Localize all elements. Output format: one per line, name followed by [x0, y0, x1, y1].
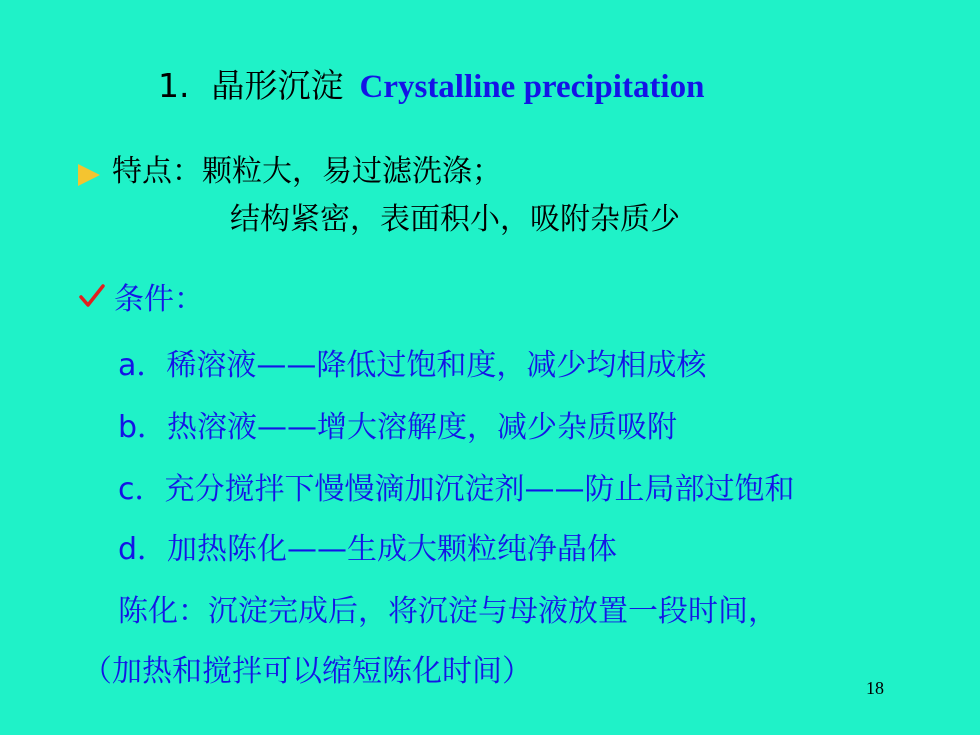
condition-item-a-text: a．稀溶液——降低过饱和度，减少均相成核 — [118, 348, 707, 383]
aging-note: （加热和搅拌可以缩短陈化时间） — [82, 654, 532, 689]
title-chinese: 晶形沉淀 — [211, 66, 344, 105]
condition-item-c — [118, 470, 795, 510]
condition-item-c-text: c．充分搅拌下慢慢滴加沉淀剂——防止局部过饱和 — [118, 472, 795, 507]
title-english: Crystalline precipitation — [359, 69, 705, 105]
features-line-1: 特点：颗粒大，易过滤洗涤； — [112, 154, 502, 189]
condition-item-d — [118, 530, 617, 570]
page-number: 18 — [866, 678, 884, 698]
checkmark-icon — [78, 282, 106, 310]
conditions-heading: 条件： — [114, 282, 204, 317]
condition-item-d-text: d．加热陈化——生成大颗粒纯净晶体 — [118, 532, 618, 567]
slide-title — [158, 60, 704, 110]
condition-item-a — [118, 346, 706, 386]
features-line-2: 结构紧密，表面积小，吸附杂质少 — [230, 202, 680, 237]
condition-item-b — [118, 408, 677, 448]
arrow-bullet-icon — [78, 164, 100, 186]
aging-definition: 陈化：沉淀完成后，将沉淀与母液放置一段时间， — [118, 594, 778, 629]
title-number: 1. — [158, 66, 190, 105]
condition-item-b-text: b．热溶液——增大溶解度，减少杂质吸附 — [118, 410, 678, 445]
